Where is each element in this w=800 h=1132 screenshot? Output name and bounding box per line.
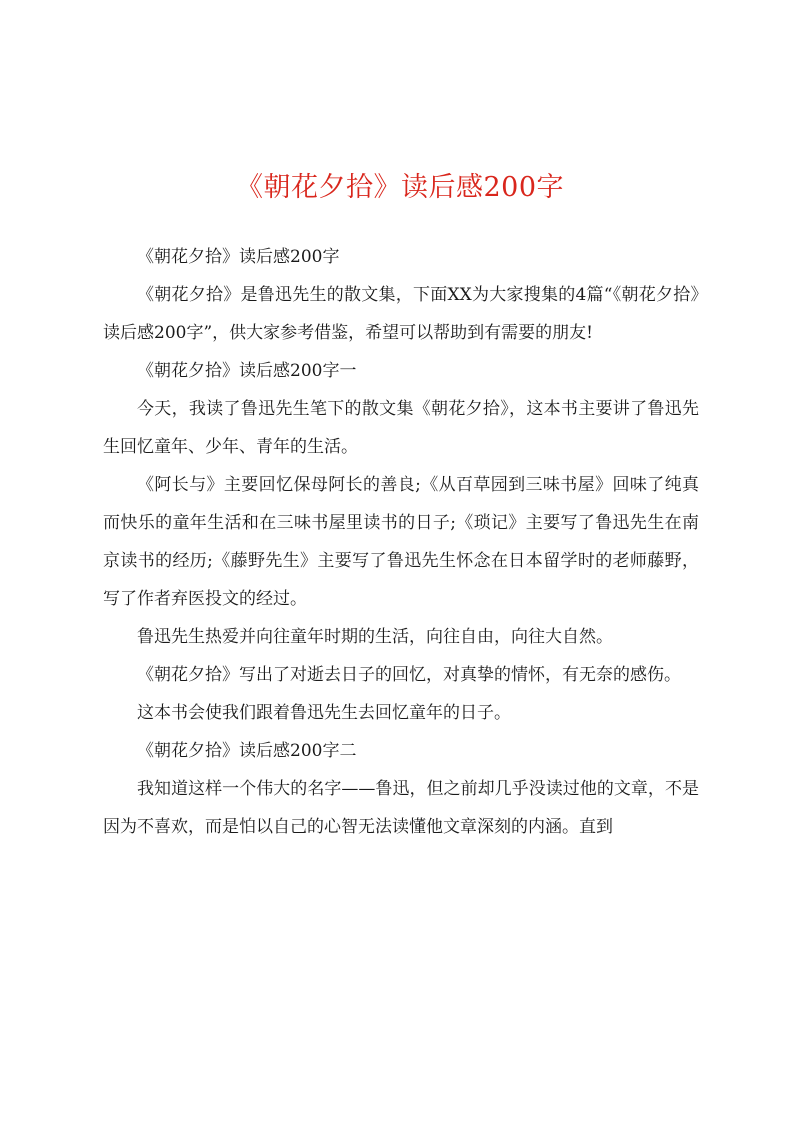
paragraph: 鲁迅先生热爱并向往童年时期的生活，向往自由，向往大自然。 <box>137 627 613 647</box>
paragraph-heading-two: 《朝花夕拾》读后感200字二 <box>137 741 357 761</box>
paragraph: 今天，我读了鲁迅先生笔下的散文集《朝花夕拾》，这本书主要讲了鲁迅先生回忆童年、少年、青年的生活。 <box>103 399 699 457</box>
paragraph: 我知道这样一个伟大的名字——鲁迅，但之前却几乎没读过他的文章，不是因为不喜欢，而是怕以自己的心智无法读懂他文章深刻的内涵。直到 <box>103 779 699 837</box>
document-body <box>103 238 699 846</box>
paragraph-heading-intro: 《朝花夕拾》读后感200字 <box>137 247 340 267</box>
paragraph: 这本书会使我们跟着鲁迅先生去回忆童年的日子。 <box>137 703 511 723</box>
paragraph: 《阿长与》主要回忆保母阿长的善良;《从百草园到三味书屋》回味了纯真而快乐的童年生活和在三味书屋里读书的日子;《琐记》主要写了鲁迅先生在南京读书的经历;《藤野先生》主要写了鲁迅先生怀念在日本留学时的老师藤野，写了作者弃医投文的经过。 <box>103 475 699 609</box>
paragraph-intro: 《朝花夕拾》是鲁迅先生的散文集，下面XX为大家搜集的4篇“《朝花夕拾》读后感200字”，供大家参考借鉴，希望可以帮助到有需要的朋友! <box>103 285 699 343</box>
paragraph: 《朝花夕拾》写出了对逝去日子的回忆，对真挚的情怀，有无奈的感伤。 <box>137 665 681 685</box>
paragraph-heading-one: 《朝花夕拾》读后感200字一 <box>137 361 357 381</box>
document-title: 《朝花夕拾》读后感200字 <box>235 172 565 203</box>
